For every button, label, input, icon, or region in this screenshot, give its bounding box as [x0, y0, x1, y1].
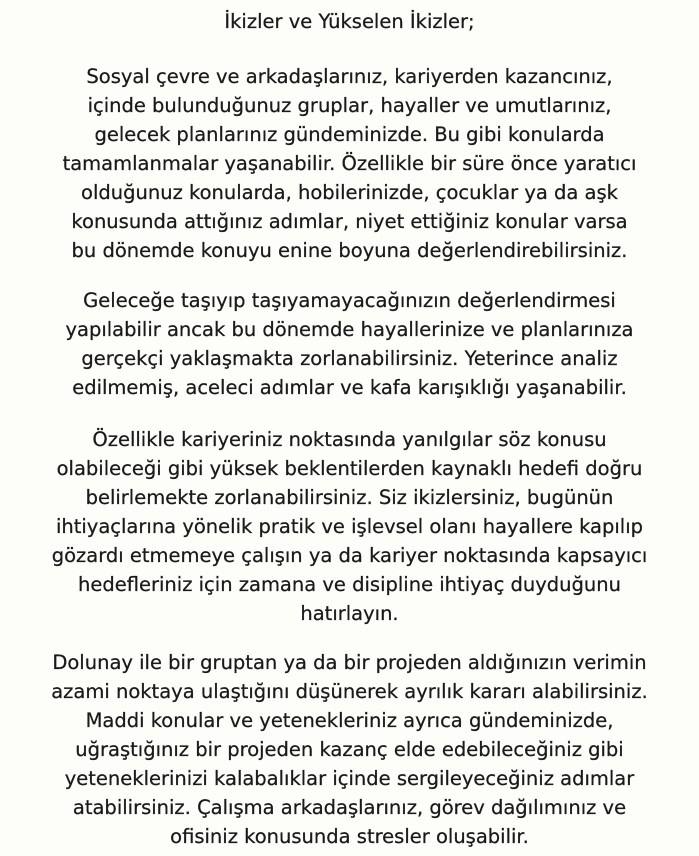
paragraph	[0, 62, 699, 265]
text-line: hedefleriniz için zamana ve disipline ihtiyaç duyduğunu	[77, 573, 621, 596]
text-line: uğraştığınız bir projeden kazanç elde edebileceğiniz gibi	[75, 738, 624, 761]
text-line: azami noktaya ulaştığını düşünerek ayrılık kararı alabilirsiniz.	[51, 680, 648, 703]
text-line: gelecek planlarınız gündeminizde. Bu gibi konularda	[94, 123, 605, 146]
paragraph	[0, 648, 699, 851]
text-line: içinde bulunduğunuz gruplar, hayaller ve umutlarınız,	[87, 94, 612, 117]
text-line: konusunda attığınız adımlar, niyet ettiğiniz konular varsa	[71, 210, 628, 233]
text-line: edilmemiş, aceleci adımlar ve kafa karışıklığı yaşanabilir.	[72, 376, 627, 399]
text-line: Sosyal çevre ve arkadaşlarınız, kariyerden kazancınız,	[86, 65, 613, 88]
text-line: yeteneklerinizi kalabalıklar içinde sergileyeceğiniz adımlar	[64, 767, 635, 790]
text-line: yapılabilir ancak bu dönemde hayallerinize ve planlarınıza	[65, 318, 634, 341]
text-line: olabileceği gibi yüksek beklentilerden kaynaklı hedefi doğru	[56, 457, 643, 480]
paragraph	[0, 286, 699, 402]
text-line: ihtiyaçlarına yönelik pratik ve işlevsel olanı hayallere kapılıp	[55, 515, 644, 538]
text-line: ofisiniz konusunda stresler oluşabilir.	[170, 825, 529, 848]
text-line: bu dönemde konuyu enine boyuna değerlendirebilirsiniz.	[71, 239, 628, 262]
text-line: belirlemekte zorlanabilirsiniz. Siz ikizlersiniz, bugünün	[85, 486, 614, 509]
text-line: gözardı etmemeye çalışın ya da kariyer noktasında kapsayıcı	[51, 544, 648, 567]
text-line: olduğunuz konularda, hobilerinizde, çocuklar ya da aşk	[81, 181, 618, 204]
text-line: gerçekçi yaklaşmakta zorlanabilirsiniz. Yeterince analiz	[81, 347, 618, 370]
text-line: atabilirsiniz. Çalışma arkadaşlarınız, görev dağılımınız ve	[72, 796, 627, 819]
text-line: Özellikle kariyeriniz noktasında yanılgılar söz konusu	[92, 428, 607, 451]
text-line: Maddi konular ve yetenekleriniz ayrıca gündeminizde,	[85, 709, 614, 732]
text-line: hatırlayın.	[300, 602, 399, 625]
paragraph	[0, 425, 699, 628]
text-line: Geleceğe taşıyıp taşıyamayacağınızın değerlendirmesi	[83, 289, 616, 312]
text-line: Dolunay ile bir gruptan ya da bir projeden aldığınızın verimin	[52, 651, 647, 674]
text-line: tamamlanmalar yaşanabilir. Özellikle bir süre önce yaratıcı	[62, 152, 637, 175]
page-title: İkizler ve Yükselen İkizler;	[224, 10, 475, 33]
